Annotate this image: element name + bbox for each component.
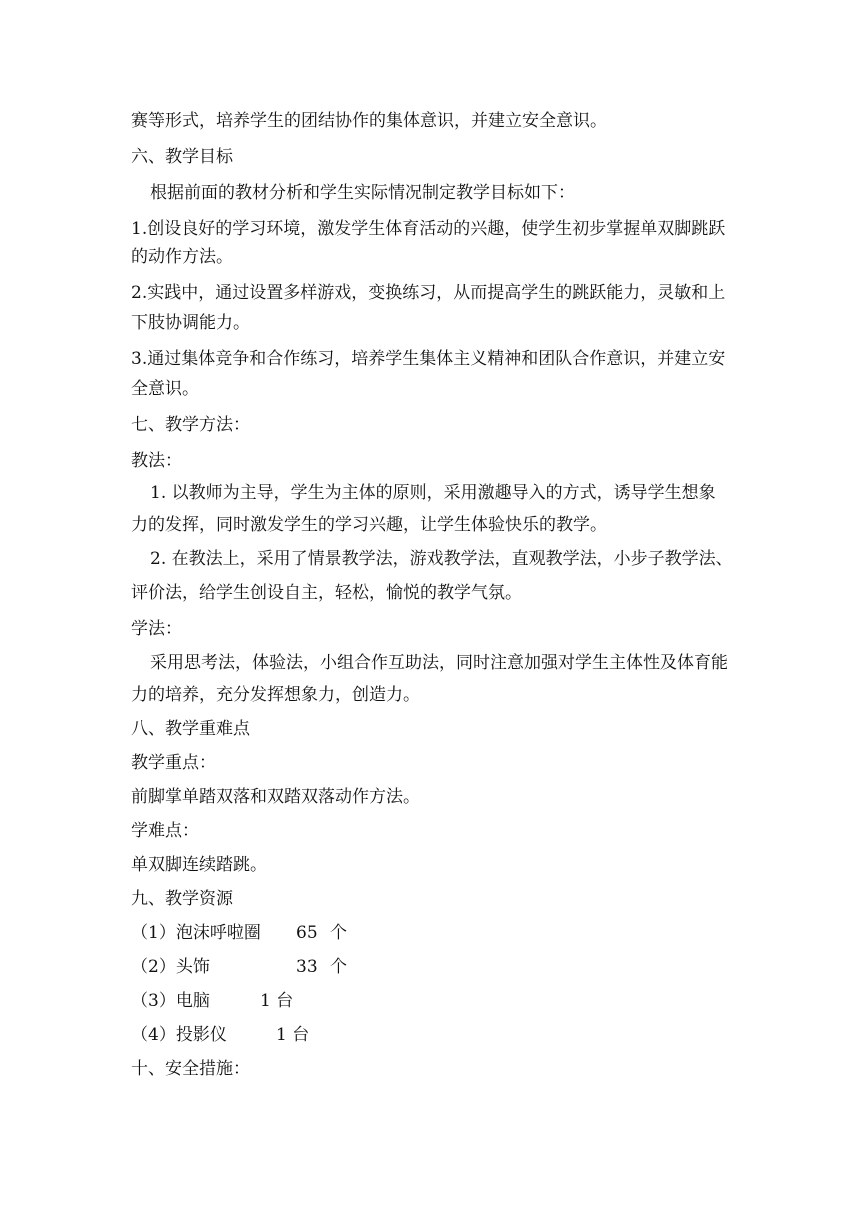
- goal-item: 2.实践中，通过设置多样游戏，变换练习，从而提高学生的跳跃能力，灵敏和上: [131, 283, 726, 303]
- section-heading: 七、教学方法：: [131, 415, 250, 435]
- paragraph-line: 的动作方法。: [131, 247, 233, 267]
- resource-unit: 个: [330, 923, 347, 943]
- section-heading: 十、安全措施：: [131, 1059, 250, 1079]
- paragraph-line: 采用思考法，体验法，小组合作互助法，同时注意加强对学生主体性及体育能: [150, 653, 728, 673]
- goal-item: 1.创设良好的学习环境，激发学生体育活动的兴趣，使学生初步掌握单双脚跳跃: [131, 219, 726, 239]
- section-heading: 八、教学重难点: [131, 719, 250, 739]
- subheading: 教学重点：: [131, 753, 216, 773]
- subheading: 学难点：: [131, 821, 199, 841]
- paragraph-line: 力的发挥，同时激发学生的学习兴趣，让学生体验快乐的教学。: [131, 515, 607, 535]
- subheading: 学法：: [131, 619, 182, 639]
- goal-item: 3.通过集体竞争和合作练习，培养学生集体主义精神和团队合作意识，并建立安: [131, 349, 726, 369]
- resource-label: （3）电脑: [131, 991, 210, 1011]
- section-heading: 九、教学资源: [131, 889, 233, 909]
- resource-unit: 个: [330, 957, 347, 977]
- section-heading: 六、教学目标: [131, 147, 233, 167]
- resource-qty: 65: [296, 923, 318, 943]
- method-item: 2. 在教法上，采用了情景教学法，游戏教学法，直观教学法，小步子教学法、: [150, 549, 733, 569]
- paragraph-line: 全意识。: [131, 379, 199, 399]
- method-item: 1. 以教师为主导，学生为主体的原则，采用激趣导入的方式，诱导学生想象: [150, 483, 716, 503]
- paragraph-line: 下肢协调能力。: [131, 313, 250, 333]
- resource-label: （2）头饰: [131, 957, 210, 977]
- paragraph-line: 根据前面的教材分析和学生实际情况制定教学目标如下：: [150, 183, 575, 203]
- resource-label: （1）泡沫呼啦圈: [131, 923, 261, 943]
- resource-qty: 1 台: [260, 991, 294, 1011]
- paragraph-line: 力的培养，充分发挥想象力，创造力。: [131, 685, 420, 705]
- paragraph-line: 单双脚连续踏跳。: [131, 855, 267, 875]
- paragraph-line: 前脚掌单踏双落和双踏双落动作方法。: [131, 787, 420, 807]
- paragraph-line: 赛等形式，培养学生的团结协作的集体意识，并建立安全意识。: [131, 111, 607, 131]
- resource-qty: 33: [296, 957, 318, 977]
- subheading: 教法：: [131, 451, 182, 471]
- resource-label: （4）投影仪: [131, 1025, 227, 1045]
- paragraph-line: 评价法，给学生创设自主，轻松，愉悦的教学气氛。: [131, 583, 522, 603]
- resource-qty: 1 台: [276, 1025, 310, 1045]
